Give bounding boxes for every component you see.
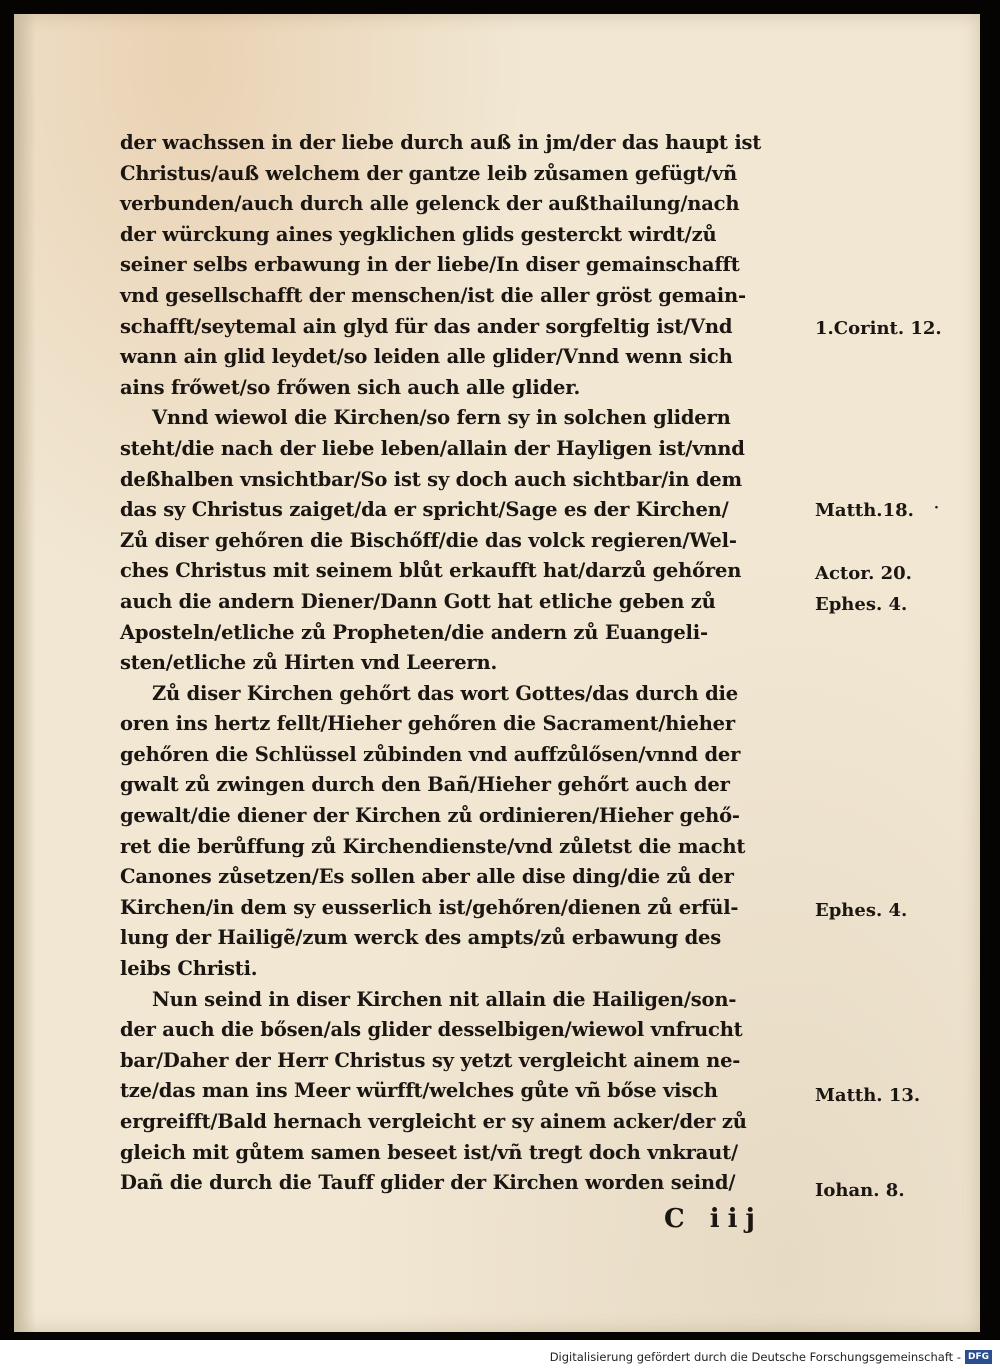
text-line: der wachssen in der liebe durch auß in jm/der das haupt ist — [120, 131, 762, 154]
margin-note-ephes-4: Ephes. 4. — [815, 900, 908, 921]
footer-text: Digitalisierung gefördert durch die Deutsche Forschungsgemeinschaft - — [549, 1350, 961, 1364]
text-line: gehőren die Schlüssel zůbinden vnd auffzůlősen/vnnd der — [120, 742, 741, 766]
text-line: der auch die bősen/als glider desselbigen/wiewol vnfrucht — [120, 1018, 743, 1042]
text-line: vnd gesellschafft der menschen/ist die aller gröst gemain- — [120, 283, 746, 307]
text-line: deßhalben vnsichtbar/So ist sy doch auch sichtbar/in dem — [120, 467, 742, 491]
signature-mark: C iij — [664, 1204, 763, 1234]
text-line: wann ain glid leydet/so leiden alle glider/Vnnd wenn sich — [120, 345, 733, 369]
margin-note-matth-13: Matth. 13. — [815, 1085, 921, 1106]
text-line: sten/etliche zů Hirten vnd Leerern. — [120, 651, 498, 675]
text-line: bar/Daher der Herr Christus sy yetzt vergleicht ainem ne- — [120, 1048, 741, 1072]
paragraph-start-line: Nun seind in diser Kirchen nit allain die Hailigen/son- — [152, 987, 737, 1011]
text-line: seiner selbs erbawung in der liebe/In diser gemainschafft — [120, 253, 740, 277]
text-line: Aposteln/etliche zů Propheten/die andern zů Euangeli- — [120, 620, 708, 644]
text-line: gewalt/die diener der Kirchen zů ordinieren/Hieher gehő- — [120, 804, 740, 828]
text-line: schafft/seytemal ain glyd für das ander sorgfeltig ist/Vnd — [120, 314, 733, 338]
text-line: gwalt zů zwingen durch den Bañ/Hieher gehőrt auch der — [120, 773, 730, 797]
text-line: Christus/auß welchem der gantze leib zůsamen gefügt/vñ — [120, 161, 737, 185]
text-line: gleich mit gůtem samen beseet ist/vñ tregt doch vnkraut/ — [120, 1140, 738, 1164]
text-line: das sy Christus zaiget/da er spricht/Sage es der Kirchen/ — [120, 498, 729, 522]
text-line: ches Christus mit seinem blůt erkaufft hat/darzů gehőren — [120, 559, 742, 583]
body-text — [120, 128, 820, 1199]
text-line: ains frőwet/so frőwen sich auch alle glider. — [120, 375, 581, 399]
text-line: Kirchen/in dem sy eusserlich ist/gehőren/dienen zů erfül- — [120, 895, 739, 919]
margin-note-1-corint: 1.Corint. 12. — [815, 318, 942, 339]
text-line: steht/die nach der liebe leben/allain der Hayligen ist/vnnd — [120, 436, 745, 460]
margin-note-matth-18: Matth.18. — [815, 500, 914, 521]
text-line: Canones zůsetzen/Es sollen aber alle dise ding/die zů der — [120, 865, 734, 889]
paragraph-start-line: Zů diser Kirchen gehőrt das wort Gottes/das durch die — [152, 681, 738, 705]
text-line: Zů diser gehőren die Bischőff/die das volck regieren/Wel- — [120, 528, 737, 552]
text-line: ergreifft/Bald hernach vergleicht er sy ainem acker/der zů — [120, 1110, 747, 1133]
text-line: oren ins hertz fellt/Hieher gehőren die Sacrament/hieher — [120, 712, 735, 736]
text-line: tze/das man ins Meer würfft/welches gůte vñ bőse visch — [120, 1079, 718, 1103]
dfg-logo: DFG — [965, 1350, 992, 1364]
text-line: Dañ die durch die Tauff glider der Kirchen worden seind/ — [120, 1171, 736, 1195]
page-gutter-shadow — [14, 14, 36, 1332]
text-line: der würckung aines yegklichen glids gesterckt wirdt/zů — [120, 222, 717, 246]
text-line: ret die berůffung zů Kirchendienste/vnd zůletst die macht — [120, 834, 746, 858]
text-line: leibs Christi. — [120, 957, 258, 981]
margin-note-iohan-8: Iohan. 8. — [815, 1180, 905, 1201]
margin-note-actor-20: Actor. 20. — [815, 563, 912, 584]
stray-mark: · — [934, 500, 939, 516]
margin-note-ephes-4: Ephes. 4. — [815, 594, 908, 615]
text-line: auch die andern Diener/Dann Gott hat etliche geben zů — [120, 589, 716, 613]
paragraph-start-line: Vnnd wiewol die Kirchen/so fern sy in solchen glidern — [152, 406, 731, 430]
text-line: lung der Hailigẽ/zum werck des ampts/zů erbawung des — [120, 926, 722, 950]
footer-credit — [550, 1350, 992, 1364]
text-line: verbunden/auch durch alle gelenck der außthailung/nach — [120, 192, 740, 216]
